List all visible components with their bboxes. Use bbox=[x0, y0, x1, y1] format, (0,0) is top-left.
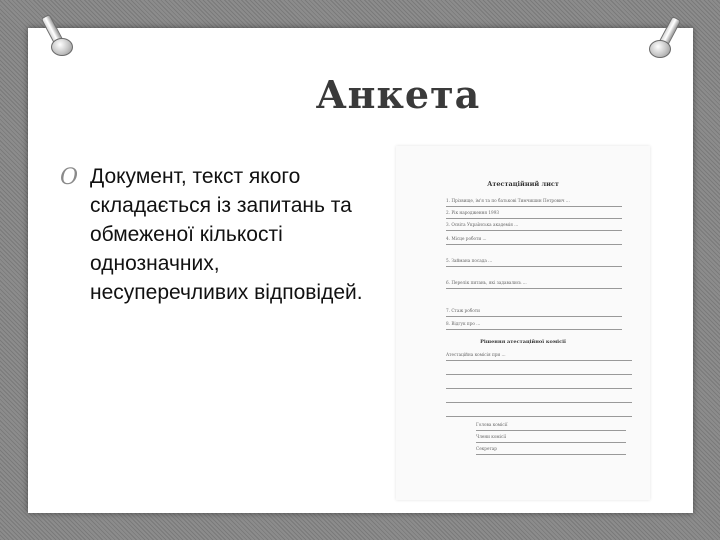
document-line: Секретар bbox=[476, 446, 626, 455]
document-line: 3. Освіта Українська академія ... bbox=[446, 222, 622, 231]
document-line: 7. Стаж роботи bbox=[446, 308, 622, 317]
document-blank-line bbox=[446, 394, 632, 403]
slide-title: Анкета bbox=[315, 72, 481, 117]
document-line: 4. Місце роботи ... bbox=[446, 236, 622, 245]
document-blank-line bbox=[446, 408, 632, 417]
bullet-text: Документ, текст якого складається із запитань та обмеженої кількості однозначних, несуперечливих відповідей. bbox=[90, 165, 363, 304]
bullet-marker-icon: O bbox=[60, 165, 79, 190]
document-line: 6. Перелік питань, які задавались ... bbox=[446, 280, 622, 289]
document-section-heading: Рішення атестаційної комісії bbox=[480, 339, 566, 345]
document-line: 2. Рік народження 1993 bbox=[446, 210, 622, 219]
pushpin-icon bbox=[646, 14, 672, 58]
slide bbox=[28, 28, 693, 513]
document-line: 1. Прізвище, ім'я та по батькові Тимчишин Петрович ... bbox=[446, 198, 622, 207]
pushpin-icon bbox=[48, 12, 74, 56]
document-blank-line bbox=[446, 380, 632, 389]
document-line: Голова комісії bbox=[476, 422, 626, 431]
document-blank-line bbox=[446, 366, 632, 375]
questionnaire-document-image bbox=[396, 146, 650, 500]
document-line: 5. Займана посада ... bbox=[446, 258, 622, 267]
document-title: Атестаційний лист bbox=[487, 180, 559, 188]
document-line: Члени комісії bbox=[476, 434, 626, 443]
document-line: Атестаційна комісія при ... bbox=[446, 352, 632, 361]
document-line: 8. Відгук про ... bbox=[446, 321, 622, 330]
